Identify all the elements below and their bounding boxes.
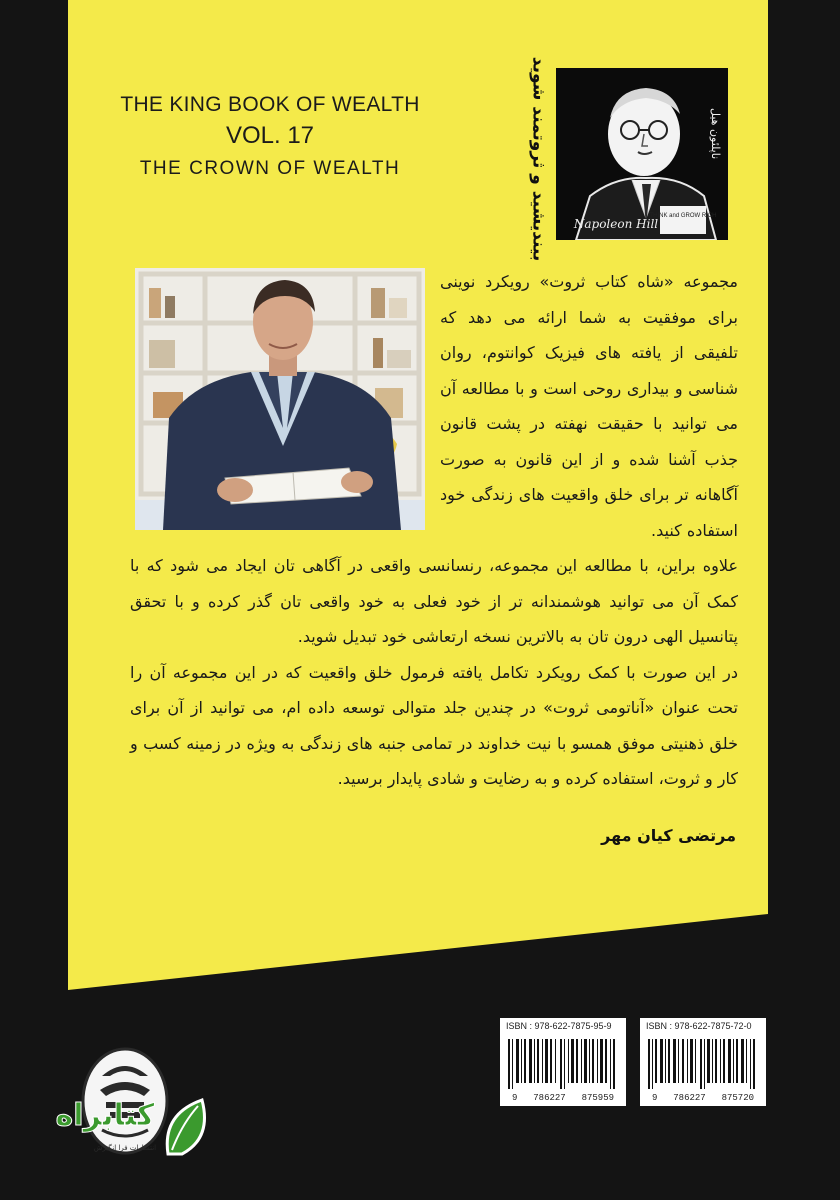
barcode-1-digit-prefix: 9: [511, 1093, 518, 1103]
watermark-text: کتابراه: [55, 1098, 155, 1133]
isbn-label-2: ISBN : 978-622-7875-72-0: [646, 1021, 752, 1031]
napoleon-hill-inset: [556, 68, 728, 240]
sketch-portrait-image: [556, 68, 728, 240]
publisher-name: انتشارات فرا انگیزش: [93, 1144, 157, 1152]
barcode-block-1: [500, 1018, 626, 1106]
vertical-title-text: بیندیشید و ثروتمند شوید: [528, 56, 548, 262]
barcode-2-digit-prefix: 9: [651, 1093, 658, 1103]
barcode-1-digit-group-b: 875959: [581, 1093, 615, 1103]
barcode-digits-1: [500, 1093, 626, 1103]
paragraph-1: مجموعه «شاه کتاب ثروت» رویکرد نوینی برای موفقیت به شما ارائه می دهد که تلفیقی از یافته های فیزیک کوانتوم، روان شناسی و بیداری روحی است و با مطالعه آن می توانید با حقیقت نهفته در پشت قانون جذب آشنا شده و از این قانون به صورت آگاهانه تر برای خلق واقعیت های زندگی خود استفاده کنید.: [440, 272, 738, 540]
english-title-block: [120, 90, 420, 186]
description-text: [130, 264, 738, 797]
author-signature: مرتضی کیان مهر: [601, 826, 736, 845]
barcode-1-digit-group-a: 786227: [533, 1093, 566, 1103]
volume-title: THE CROWN OF WEALTH: [139, 158, 401, 179]
inset-book-label: THINK and GROW RICH: [649, 213, 717, 219]
vertical-book-title: [520, 56, 556, 262]
series-title: THE KING BOOK OF WEALTH: [120, 93, 420, 116]
inset-author-name: ناپلئون هیل: [709, 108, 722, 160]
barcode-digits-2: [640, 1093, 766, 1103]
barcode-bars-2: [640, 1033, 766, 1089]
barcode-bars-1: [500, 1033, 626, 1089]
volume-number: VOL. 17: [225, 122, 315, 149]
isbn-label-1: ISBN : 978-622-7875-95-9: [506, 1021, 612, 1031]
photo-wrap-spacer: [130, 264, 440, 544]
barcode-2-digit-group-a: 786227: [673, 1093, 706, 1103]
barcode-block-2: [640, 1018, 766, 1106]
inset-signature: Napoleon Hill: [573, 217, 659, 231]
paragraph-2: علاوه براین، با مطالعه این مجموعه، رنسانسی واقعی در آگاهی تان ایجاد می شود که با کمک آن می توانید هوشمندانه تر از خود فعلی به خود واقعی تان گذر کرده و با تحقق پتانسیل الهی درون تان به بالاترین نسخه ارتعاشی خود تبدیل شوید.: [130, 556, 738, 646]
paragraph-3: در این صورت با کمک رویکرد تکامل یافته فرمول خلق واقعیت که در این مجموعه آن را تحت عنوان «آناتومی ثروت» در چندین جلد متوالی توسعه داده ام، می توانید از آن برای خلق ذهنیتی موفق همسو با نیت خداوند در تمامی جنبه های زندگی به ویژه در زمینه کسب و کار و ثروت، استفاده کرده و به رضایت و شادی پایدار برسید.: [130, 662, 738, 788]
barcode-2-digit-group-b: 875720: [721, 1093, 755, 1103]
